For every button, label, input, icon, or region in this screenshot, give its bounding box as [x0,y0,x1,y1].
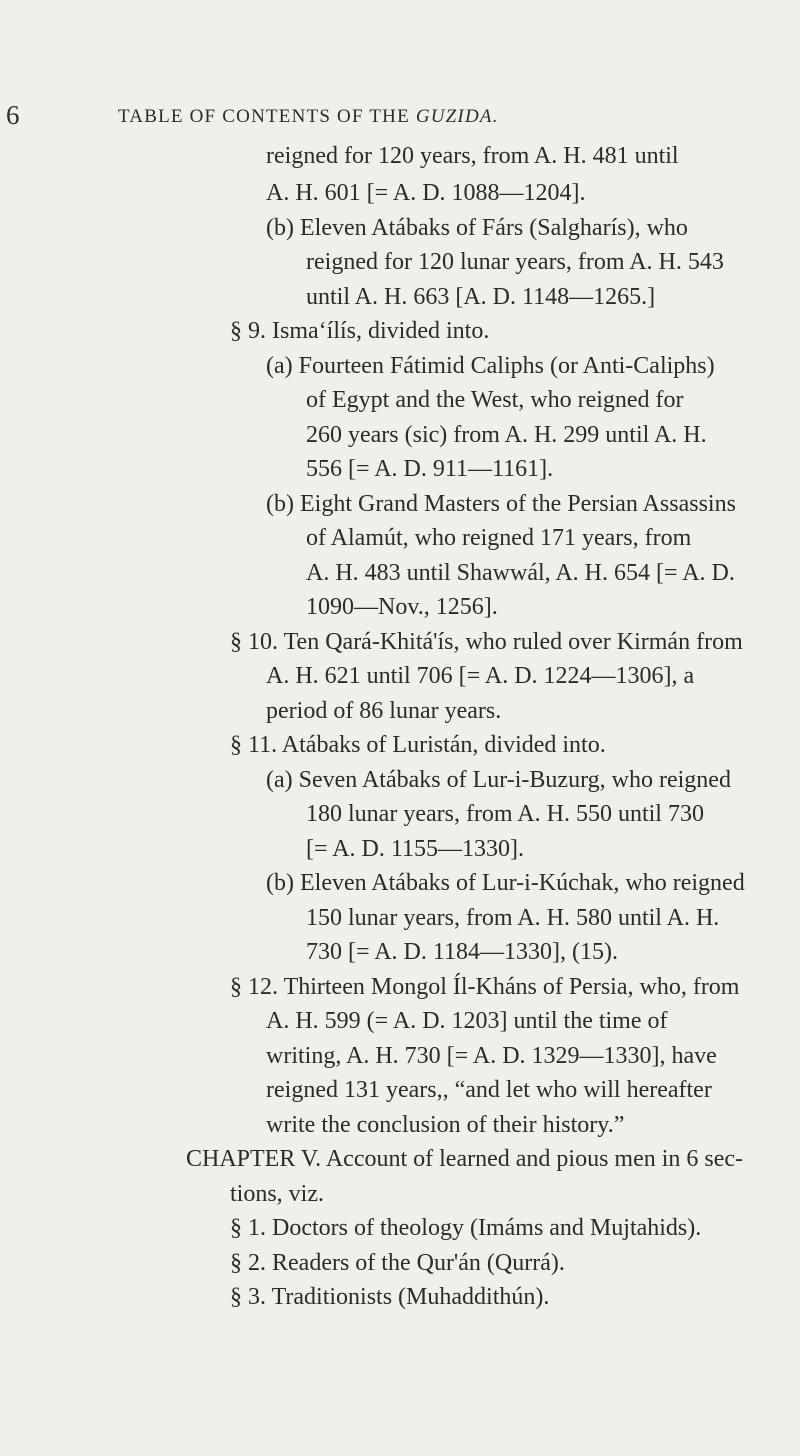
text-line: (b) Eleven Atábaks of Lur-i-Kúchak, who reigned [266,870,745,896]
text-line: writing, A. H. 730 [= A. D. 1329—1330], have [266,1043,717,1069]
section-line: § 2. Readers of the Qur'án (Qurrá). [230,1250,565,1276]
section-line: § 9. Isma‘ílís, divided into. [230,318,490,344]
text-line: tions, viz. [230,1181,324,1207]
section-line: § 3. Traditionists (Muhaddithún). [230,1284,550,1310]
text-line: reigned 131 years,, “and let who will hereafter [266,1077,712,1103]
running-head-title: GUZIDA. [415,106,499,127]
text-line: A. H. 483 until Shawwál, A. H. 654 [= A. D. [306,560,735,586]
text-line: period of 86 lunar years. [266,698,502,724]
section-line: § 10. Ten Qará-Khitá'ís, who ruled over Kirmán from [230,629,743,655]
text-line: of Egypt and the West, who reigned for [306,387,684,413]
running-head-prefix: TABLE OF CONTENTS OF THE [118,106,416,127]
section-line: § 12. Thirteen Mongol Íl-Kháns of Persia, who, from [230,974,740,1000]
page-header [6,100,800,134]
text-line: 150 lunar years, from A. H. 580 until A. H. [306,905,720,931]
section-line: § 11. Atábaks of Luristán, divided into. [230,732,606,758]
text-line: A. H. 601 [= A. D. 1088—1204]. [266,180,586,206]
running-head [118,106,499,128]
text-line: A. H. 599 (= A. D. 1203] until the time of [266,1008,668,1034]
text-line: (b) Eleven Atábaks of Fárs (Salgharís), who [266,215,688,241]
page-number: 6 [6,100,20,130]
text-line: 1090—Nov., 1256]. [306,594,498,620]
text-line: until A. H. 663 [A. D. 1148—1265.] [306,284,656,310]
text-line: reigned for 120 lunar years, from A. H. 543 [306,249,724,275]
text-line: reigned for 120 years, from A. H. 481 until [266,143,679,169]
text-line: 260 years (sic) from A. H. 299 until A. H. [306,422,707,448]
text-line: (b) Eight Grand Masters of the Persian Assassins [266,491,736,517]
text-line: of Alamút, who reigned 171 years, from [306,525,692,551]
chapter-line: CHAPTER V. Account of learned and pious men in 6 sec- [186,1146,744,1172]
text-line: 180 lunar years, from A. H. 550 until 730 [306,801,704,827]
text-line: [= A. D. 1155—1330]. [306,836,524,862]
text-line: write the conclusion of their history.” [266,1112,625,1138]
text-line: 556 [= A. D. 911—1161]. [306,456,554,482]
text-line: A. H. 621 until 706 [= A. D. 1224—1306], a [266,663,695,689]
text-line: 730 [= A. D. 1184—1330], (15). [306,939,618,965]
section-line: § 1. Doctors of theology (Imáms and Mujtahids). [230,1215,702,1241]
text-line: (a) Fourteen Fátimid Caliphs (or Anti-Caliphs) [266,353,715,379]
text-line: (a) Seven Atábaks of Lur-i-Buzurg, who reigned [266,767,731,793]
